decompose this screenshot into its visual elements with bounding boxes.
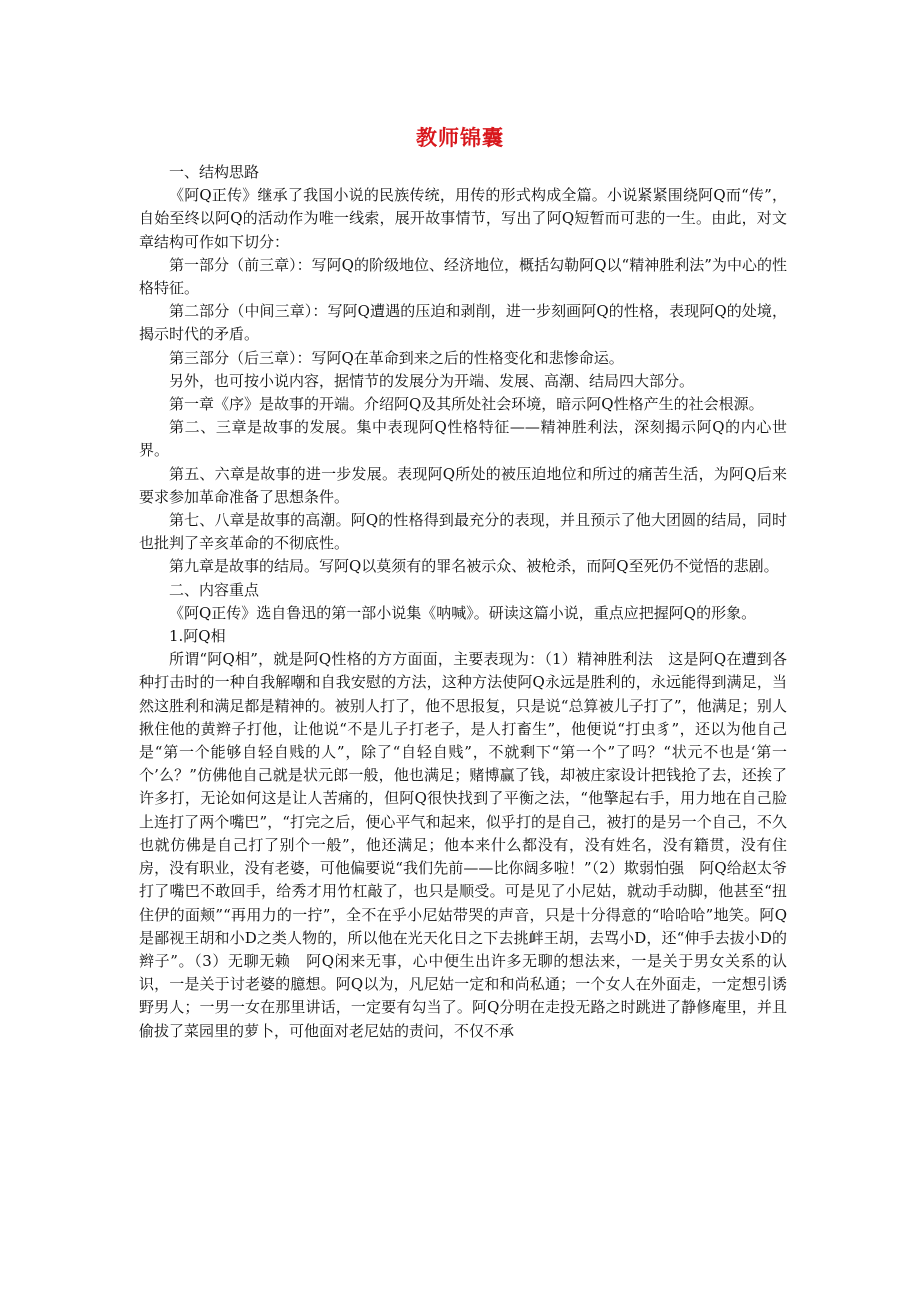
paragraph: 第一部分（前三章）：写阿Q的阶级地位、经济地位，概括勾勒阿Q以“精神胜利法”为中心的性格特征。 — [139, 255, 787, 298]
paragraph: 第七、八章是故事的高潮。阿Q的性格得到最充分的表现，并且预示了他大团圆的结局，同时也批判了辛亥革命的不彻底性。 — [139, 511, 787, 553]
subsection-heading: 1.阿Q相 — [169, 627, 226, 646]
section-heading-content: 二、内容重点 — [169, 580, 260, 599]
paragraph: 《阿Q正传》继承了我国小说的民族传统，用传的形式构成全篇。小说紧紧围绕阿Q而“传”，自始至终以阿Q的活动作为唯一线索，展开故事情节，写出了阿Q短暂而可悲的一生。由此，对文章结构可作如下切分： — [139, 186, 787, 251]
paragraph: 第五、六章是故事的进一步发展。表现阿Q所处的被压迫地位和所过的痛苦生活，为阿Q后来要求参加革命准备了思想条件。 — [139, 464, 787, 506]
document-title: 教师锦囊 — [416, 126, 504, 150]
paragraph: 所谓“阿Q相”，就是阿Q性格的方方面面，主要表现为：（1）精神胜利法 这是阿Q在遭到各种打击时的一种自我解嘲和自我安慰的方法，这种方法使阿Q永远是胜利的，永远能得到满足，当然这胜利和满足都是精神的。被别人打了，他不思报复，只是说“总算被儿子打了”，他满足；别人揪住他的黄辫子打他，让他说“不是儿子打老子，是人打畜生”，他便说“打虫豸”，还以为他自己是“第一个能够自轻自贱的人”，除了“自轻自贱”，不就剩下“第一个”了吗？“状元不也是‘第一个’么？”仿佛他自己就是状元郎一般，他也满足；赌博赢了钱，却被庄家设计把钱抢了去，还挨了许多打，无论如何这是让人苦痛的，但阿Q很快找到了平衡之法，“他擎起右手，用力地在自己脸上连打了两个嘴巴”，“打完之后，便心平气和起来，似乎打的是自己，被打的是另一个自己，不久也就仿佛是自己打了别个一般”，他还满足；他本来什么都没有，没有姓名，没有籍贯，没有住房，没有职业，没有老婆，可他偏要说“我们先前——比你阔多啦！”（2）欺弱怕强 阿Q给赵太爷打了嘴巴不敢回手，给秀才用竹杠敲了，也只是顺受。可是见了小尼姑，就动手动脚，他甚至“扭住伊的面颊”“再用力的一拧”，全不在乎小尼姑带哭的声音，只是十分得意的“哈哈哈”地笑。阿Q是鄙视王胡和小D之类人物的，所以他在光天化日之下去挑衅王胡，去骂小D，还“伸手去拔小D的辫子”。（3）无聊无赖 阿Q闲来无事，心中便生出许多无聊的想法来，一是关于男女关系的认识，一是关于讨老婆的臆想。阿Q以为，凡尼姑一定和和尚私通；一个女人在外面走，一定想引诱野男人；一男一女在那里讲话，一定要有勾当了。阿Q分明在走投无路之时跳进了静修庵里，并且偷拔了菜园里的萝卜，可他面对老尼姑的责问，不仅不承 — [139, 650, 787, 1040]
paragraph: 《阿Q正传》选自鲁迅的第一部小说集《呐喊》。研读这篇小说，重点应把握阿Q的形象。 — [169, 603, 757, 622]
section-heading-structure: 一、结构思路 — [169, 163, 260, 181]
paragraph: 第三部分（后三章）：写阿Q在革命到来之后的性格变化和悲惨命运。 — [169, 348, 624, 367]
paragraph: 第二、三章是故事的发展。集中表现阿Q性格特征——精神胜利法，深刻揭示阿Q的内心世界。 — [139, 418, 787, 460]
paragraph: 第二部分（中间三章）：写阿Q遭遇的压迫和剥削，进一步刻画阿Q的性格，表现阿Q的处境，揭示时代的矛盾。 — [139, 302, 787, 344]
paragraph: 另外，也可按小说内容，据情节的发展分为开端、发展、高潮、结局四大部分。 — [169, 371, 695, 390]
paragraph: 第一章《序》是故事的开端。介绍阿Q及其所处社会环境，暗示阿Q性格产生的社会根源。 — [169, 395, 764, 414]
paragraph: 第九章是故事的结局。写阿Q以莫须有的罪名被示众、被枪杀，而阿Q至死仍不觉悟的悲剧。 — [169, 557, 779, 576]
document-body — [139, 161, 787, 1043]
